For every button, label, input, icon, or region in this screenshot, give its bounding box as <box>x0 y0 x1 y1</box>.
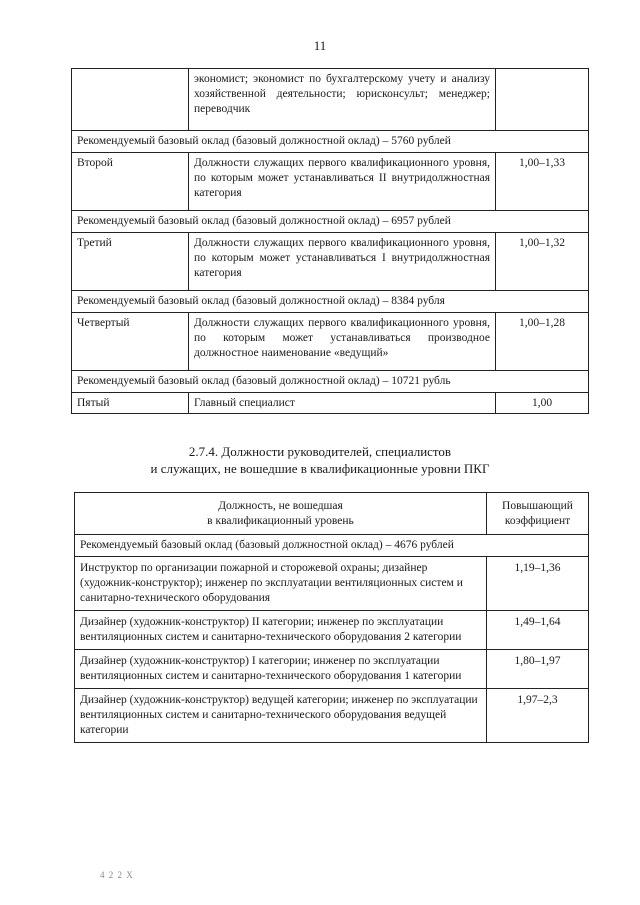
salary-cell: Рекомендуемый базовый оклад (базовый должностной оклад) – 6957 рублей <box>72 211 589 233</box>
level-cell <box>72 69 189 131</box>
coefficient-cell: 1,49–1,64 <box>487 611 589 650</box>
column-header-coefficient <box>487 493 589 535</box>
table-header-row <box>75 493 589 535</box>
section-heading <box>0 443 640 477</box>
table-row <box>72 393 589 414</box>
coefficient-cell: 1,97–2,3 <box>487 689 589 743</box>
section-heading-line: 2.7.4. Должности руководителей, специалистов <box>188 444 452 459</box>
header-line: Повышающий <box>502 500 573 512</box>
qualification-levels-table <box>71 68 589 414</box>
table-row <box>75 557 589 611</box>
description-cell: Должности служащих первого квалификационного уровня, по которым может устанавливаться производное должностное наименование «ведущий» <box>189 313 496 371</box>
coefficient-cell: 1,19–1,36 <box>487 557 589 611</box>
table-row <box>75 611 589 650</box>
salary-cell: Рекомендуемый базовый оклад (базовый должностной оклад) – 5760 рублей <box>72 131 589 153</box>
salary-row <box>72 371 589 393</box>
coefficient-cell: 1,00 <box>496 393 589 414</box>
table-row <box>72 233 589 291</box>
header-line: коэффициент <box>504 515 571 527</box>
header-line: в квалификационный уровень <box>207 515 354 527</box>
position-cell: Дизайнер (художник-конструктор) I категории; инженер по эксплуатации вентиляционных систем и санитарно-технического оборудования 1 категории <box>75 650 487 689</box>
coefficient-cell: 1,00–1,32 <box>496 233 589 291</box>
position-cell: Инструктор по организации пожарной и сторожевой охраны; дизайнер (художник-конструктор); инженер по эксплуатации вентиляционных систем и санитарно-технического оборудования <box>75 557 487 611</box>
table-row <box>75 689 589 743</box>
table-row <box>72 153 589 211</box>
table-row <box>75 650 589 689</box>
level-cell: Четвертый <box>72 313 189 371</box>
column-header-position <box>75 493 487 535</box>
table-row <box>72 313 589 371</box>
table-row <box>72 69 589 131</box>
coefficient-cell: 1,80–1,97 <box>487 650 589 689</box>
positions-outside-levels-table <box>74 492 589 743</box>
description-cell: экономист; экономист по бухгалтерскому учету и анализу хозяйственной деятельности; юрисконсульт; менеджер; переводчик <box>189 69 496 131</box>
description-cell: Главный специалист <box>189 393 496 414</box>
level-cell: Третий <box>72 233 189 291</box>
coefficient-cell <box>496 69 589 131</box>
header-line: Должность, не вошедшая <box>218 500 343 512</box>
description-cell: Должности служащих первого квалификационного уровня, по которым может устанавливаться II внутридолжностная категория <box>189 153 496 211</box>
salary-cell: Рекомендуемый базовый оклад (базовый должностной оклад) – 10721 рубль <box>72 371 589 393</box>
salary-cell: Рекомендуемый базовый оклад (базовый должностной оклад) – 8384 рубля <box>72 291 589 313</box>
description-cell: Должности служащих первого квалификационного уровня, по которым может устанавливаться I внутридолжностная категория <box>189 233 496 291</box>
page-number: 11 <box>313 38 327 53</box>
position-cell: Дизайнер (художник-конструктор) ведущей категории; инженер по эксплуатации вентиляционных систем и санитарно-технического оборудования ведущей категории <box>75 689 487 743</box>
footer-code: 4 2 2 X <box>100 870 134 880</box>
level-cell: Пятый <box>72 393 189 414</box>
salary-row <box>72 211 589 233</box>
salary-cell: Рекомендуемый базовый оклад (базовый должностной оклад) – 4676 рублей <box>75 535 589 557</box>
salary-row <box>72 131 589 153</box>
salary-row <box>75 535 589 557</box>
coefficient-cell: 1,00–1,28 <box>496 313 589 371</box>
coefficient-cell: 1,00–1,33 <box>496 153 589 211</box>
section-heading-line: и служащих, не вошедшие в квалификационные уровни ПКГ <box>150 461 490 476</box>
level-cell: Второй <box>72 153 189 211</box>
salary-row <box>72 291 589 313</box>
position-cell: Дизайнер (художник-конструктор) II категории; инженер по эксплуатации вентиляционных систем и санитарно-технического оборудования 2 категории <box>75 611 487 650</box>
